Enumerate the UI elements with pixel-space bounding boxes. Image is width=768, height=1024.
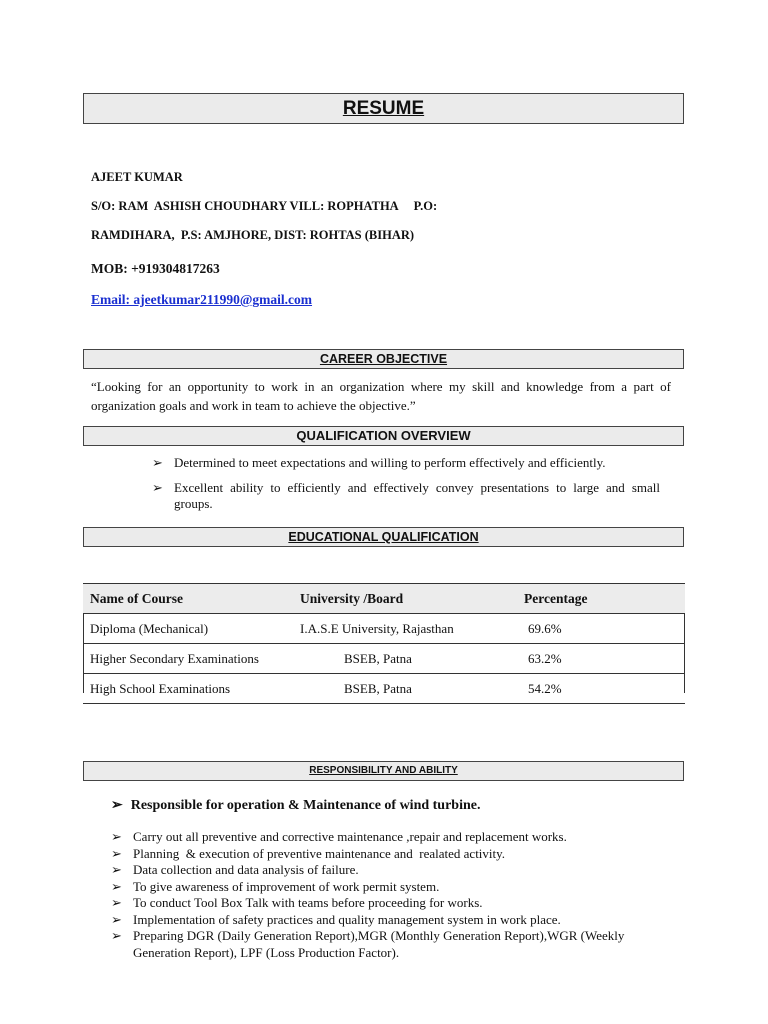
percentage-cell: 63.2% [512,644,685,674]
list-item [111,829,663,846]
responsibility-item-text: Implementation of safety practices and quality management system in work place. [133,911,561,927]
responsibility-item-text: Data collection and data analysis of failure. [133,862,359,877]
university-cell: BSEB, Patna [290,674,512,704]
list-item [111,928,663,961]
qualification-item-text: Excellent ability to efficiently and effectively convey presentations to large and small groups. [174,480,660,511]
arrowhead-bullet-icon: ➢ [111,798,123,813]
university-cell: I.A.S.E University, Rajasthan [290,614,512,644]
arrowhead-bullet-icon: ➢ [111,862,122,877]
career-objective-text: “Looking for an opportunity to work in an organization where my skill and knowledge from a part of organization goals and work in team to achieve the objective.” [91,379,671,413]
address-line-2: RAMDIHARA, P.S: AMJHORE, DIST: ROHTAS (BIHAR) [91,228,415,242]
arrowhead-bullet-icon: ➢ [111,878,122,894]
responsibility-list [111,829,663,961]
career-objective-heading: CAREER OBJECTIVE [319,352,448,366]
mobile-number: MOB: +919304817263 [91,261,220,276]
qualification-overview-heading: QUALIFICATION OVERVIEW [296,428,471,443]
table-row [83,644,685,674]
list-item [111,895,663,912]
qualification-overview-heading-box [83,426,684,446]
arrowhead-bullet-icon: ➢ [111,911,122,927]
list-item [152,455,660,471]
table-row [83,614,685,644]
responsibility-heading: RESPONSIBILITY AND ABILITY [309,765,458,776]
educational-qualification-heading: EDUCATIONAL QUALIFICATION [288,530,479,544]
responsibility-main-text: Responsible for operation & Maintenance of wind turbine. [130,798,481,813]
course-cell: Higher Secondary Examinations [83,644,290,674]
responsibility-item-text: To conduct Tool Box Talk with teams before proceeding for works. [133,895,483,910]
course-cell: High School Examinations [83,674,290,704]
arrowhead-bullet-icon: ➢ [152,455,163,470]
responsibility-heading-box [83,761,684,781]
list-item [111,862,663,879]
qualification-item-text: Determined to meet expectations and willing to perform effectively and efficiently. [174,455,606,470]
arrowhead-bullet-icon: ➢ [111,895,122,910]
percentage-cell: 69.6% [512,614,685,644]
arrowhead-bullet-icon: ➢ [111,845,122,861]
arrowhead-bullet-icon: ➢ [152,480,163,495]
responsibility-item-text: Preparing DGR (Daily Generation Report),MGR (Monthly Generation Report),WGR (Weekly Generation Report), LPF (Loss Production Factor). [133,928,625,960]
list-item [111,845,663,863]
resume-title-box [83,93,684,124]
list-item [111,878,663,896]
course-cell: Diploma (Mechanical) [83,614,290,644]
column-header-course: Name of Course [83,584,290,614]
university-cell: BSEB, Patna [290,644,512,674]
percentage-cell: 54.2% [512,674,685,704]
list-item [111,911,663,929]
responsibility-main-item [111,797,480,814]
address-line-1: S/O: RAM ASHISH CHOUDHARY VILL: ROPHATHA P.O: [91,199,438,213]
responsibility-item-text: To give awareness of improvement of work permit system. [133,878,440,894]
responsibility-item-text: Planning & execution of preventive maintenance and realated activity. [133,845,506,861]
column-header-university: University /Board [290,584,512,614]
email-link[interactable]: Email: ajeetkumar211990@gmail.com [91,292,313,307]
table-header-row [83,584,685,614]
candidate-name: AJEET KUMAR [91,170,183,184]
list-item [152,480,660,512]
educational-qualification-heading-box [83,527,684,547]
table-row [83,674,685,704]
arrowhead-bullet-icon: ➢ [111,829,122,844]
column-header-percentage: Percentage [512,584,685,614]
education-table [83,583,685,704]
qualification-overview-list [152,455,660,512]
resume-title: RESUME [342,98,425,119]
arrowhead-bullet-icon: ➢ [111,928,122,943]
career-objective-heading-box [83,349,684,369]
responsibility-item-text: Carry out all preventive and corrective maintenance ,repair and replacement works. [133,829,567,844]
